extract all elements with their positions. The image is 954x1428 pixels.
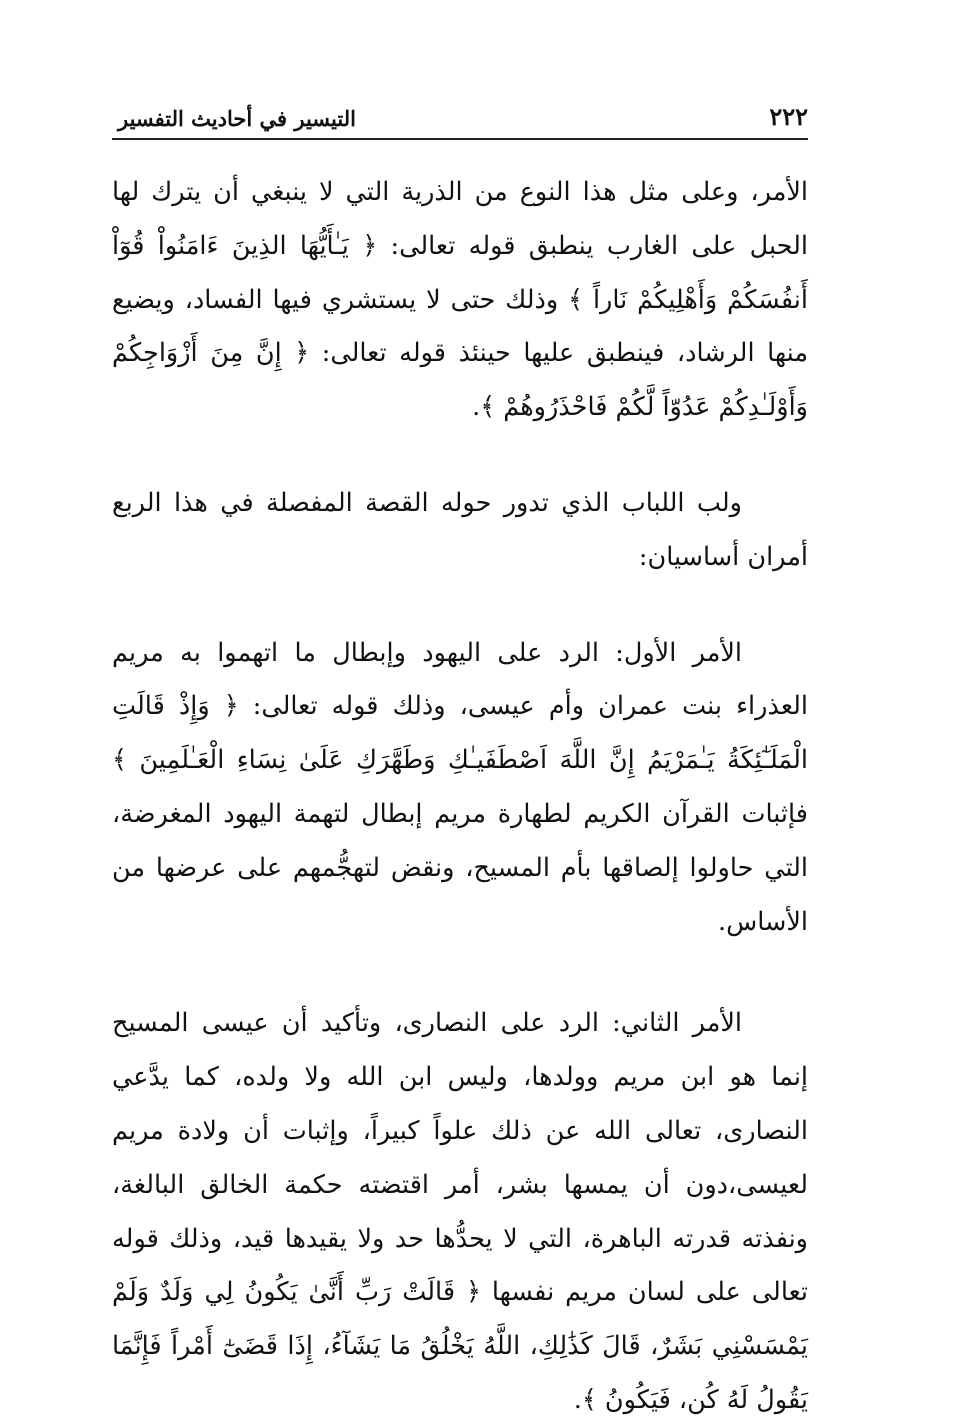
running-header [112, 98, 808, 138]
header-rule [112, 138, 808, 140]
paragraph-text: فإثبات القرآن الكريم لطهارة مريم إبطال لتهمة اليهود المغرضة، التي حاولوا إلصاقها بأم المسيح، ونقض لتهجُّمهم على عرضها من الأساس. [112, 798, 808, 937]
paragraph-text: . [573, 1384, 582, 1415]
quran-verse: ﴿ إِنَّ مِنَ أَزْوَاجِكُمْ وَأَوْلَـٰدِكُمْ عَدُوّاً لَّكُمْ فَاحْذَرُوهُمْ ﴾ [112, 338, 808, 423]
quran-verse: ﴿ قَالَتْ رَبِّ أَنَّىٰ يَكُونُ لِي وَلَدٌ وَلَمْ يَمْسَسْنِي بَشَرٌ، قَالَ كَذَٰلِكِ، اللَّهُ يَخْلُقُ مَا يَشَآءُ، إِذَا قَضَىٰٓ أَمْراً فَإِنَّمَا يَقُولُ لَهُ كُن، فَيَكُونُ ﴾ [112, 1277, 808, 1415]
paragraph-text: الأمر الثاني: الرد على النصارى، وتأكيد أن عيسى المسيح إنما هو ابن مريم وولدها، وليس ابن الله ولا ولده، كما يدَّعي النصارى، تعالى الله عن ذلك علواً كبيراً، وإثبات أن ولادة مريم لعيسى،دون أن يمسها بشر، أمر اقتضته حكمة الخالق البالغة، ونفذته قدرته الباهرة، التي لا يحدُّها حد ولا يقيدها قيد، وذلك قوله تعالى على لسان مريم نفسها [112, 1008, 808, 1308]
quran-verse: ﴿ وَإِذْ قَالَتِ الْمَلَـٰٓئِكَةُ يَـٰمَرْيَمُ إِنَّ اللَّهَ اَصْطَفَيـٰكِ وَطَهَّرَكِ عَلَىٰ نِسَاءِ الْعَـٰلَمِينَ ﴾ [112, 691, 808, 776]
paragraph-text: . [472, 392, 481, 423]
paragraph-text: الأمر الأول: الرد على اليهود وإبطال ما اتهموا به مريم العذراء بنت عمران وأم عيسى، وذلك قوله تعالى: [112, 637, 808, 722]
body-text [112, 166, 808, 1428]
paragraph-text: وذلك حتى لا يستشري فيها الفساد، ويضيع منها الرشاد، فينطبق عليها حينئذ قوله تعالى: [112, 284, 808, 369]
running-title: التيسير في أحاديث التفسير [118, 106, 356, 131]
paragraph-3 [112, 627, 808, 950]
paragraph-2 [112, 477, 808, 585]
paragraph-text: ولب اللباب الذي تدور حوله القصة المفصلة في هذا الربع أمران أساسيان: [112, 487, 808, 572]
page-number: ٢٢٢ [769, 102, 808, 131]
paragraph-4 [112, 997, 808, 1427]
paragraph-text: الأمر، وعلى مثل هذا النوع من الذرية التي لا ينبغي أن يترك لها الحبل على الغارب ينطبق قوله تعالى: [112, 177, 808, 261]
quran-verse: ﴿ يَـٰأَيُّهَا الذِينَ ءَامَنُواْ قُوٓاْ أَنفُسَكُمْ وَأَهْلِيكُمْ نَاراً ﴾ [112, 230, 808, 315]
paragraph-1 [112, 166, 808, 435]
